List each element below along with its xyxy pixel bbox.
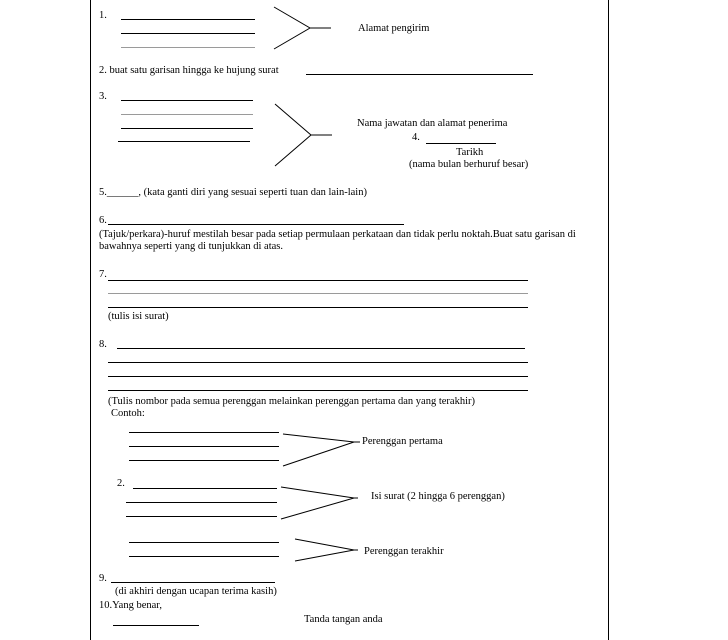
last-paragraph-label: Perenggan terakhir (364, 546, 444, 557)
sender-address-line (121, 33, 255, 34)
example-line (129, 556, 279, 557)
sender-address-line (121, 19, 255, 20)
paragraph-line (108, 376, 528, 377)
example-line (129, 542, 279, 543)
recipient-label: Nama jawatan dan alamat penerima (357, 118, 508, 129)
sender-address-line (121, 47, 255, 48)
step-8-note: (Tulis nombor pada semua perenggan melainkan perenggan pertama dan yang terakhir) (108, 396, 475, 407)
step-5-text: 5.______, (kata ganti diri yang sesuai seperti tuan dan lain-lain) (99, 187, 367, 198)
sender-bracket (273, 6, 333, 50)
step-9-number: 9. (99, 573, 107, 584)
first-paragraph-bracket (282, 433, 362, 469)
body-line (108, 280, 528, 281)
paragraph-line (117, 348, 525, 349)
last-paragraph-bracket (294, 538, 360, 564)
date-label: Tarikh (456, 147, 484, 158)
date-note: (nama bulan berhuruf besar) (409, 159, 529, 170)
first-paragraph-label: Perenggan pertama (362, 436, 443, 447)
closing-line (111, 582, 275, 583)
example-line (126, 502, 277, 503)
step-2-text: 2. buat satu garisan hingga ke hujung surat (99, 65, 279, 76)
recipient-bracket (274, 103, 334, 167)
recipient-address-line (118, 141, 250, 142)
recipient-address-line (121, 100, 253, 101)
date-line (426, 143, 496, 144)
example-line (129, 460, 279, 461)
step-8-number: 8. (99, 339, 107, 350)
body-line (108, 293, 528, 294)
middle-paragraph-bracket (280, 486, 360, 522)
sender-address-label: Alamat pengirim (358, 23, 430, 34)
step-4-number: 4. (412, 132, 420, 143)
paragraph-2-number: 2. (117, 478, 125, 489)
step-9-note: (di akhiri dengan ucapan terima kasih) (115, 586, 277, 597)
title-line (108, 224, 404, 225)
letter-format-page (90, 0, 609, 640)
signature-label: Tanda tangan anda (304, 614, 383, 625)
step-7-number: 7. (99, 269, 107, 280)
step-6-number: 6. (99, 215, 107, 226)
step-10-text: 10.Yang benar, (99, 600, 162, 611)
example-line (129, 432, 279, 433)
example-line (133, 488, 277, 489)
signature-line (113, 625, 199, 626)
recipient-address-line (121, 128, 253, 129)
recipient-address-line (121, 114, 253, 115)
example-line (129, 446, 279, 447)
paragraph-line (108, 362, 528, 363)
paragraph-line (108, 390, 528, 391)
body-line (108, 307, 528, 308)
step-3-number: 3. (99, 91, 107, 102)
full-width-line (306, 74, 533, 75)
middle-paragraph-label: Isi surat (2 hingga 6 perenggan) (371, 491, 505, 502)
step-7-note: (tulis isi surat) (108, 311, 169, 322)
step-6-note: (Tajuk/perkara)-huruf mestilah besar pada setiap permulaan perkataan dan tidak perlu noktah.Buat satu garisan di bawahnya seperti yang di tunjukkan di atas. (99, 229, 576, 252)
example-label: Contoh: (111, 408, 145, 419)
step-1-number: 1. (99, 10, 107, 21)
example-line (126, 516, 277, 517)
